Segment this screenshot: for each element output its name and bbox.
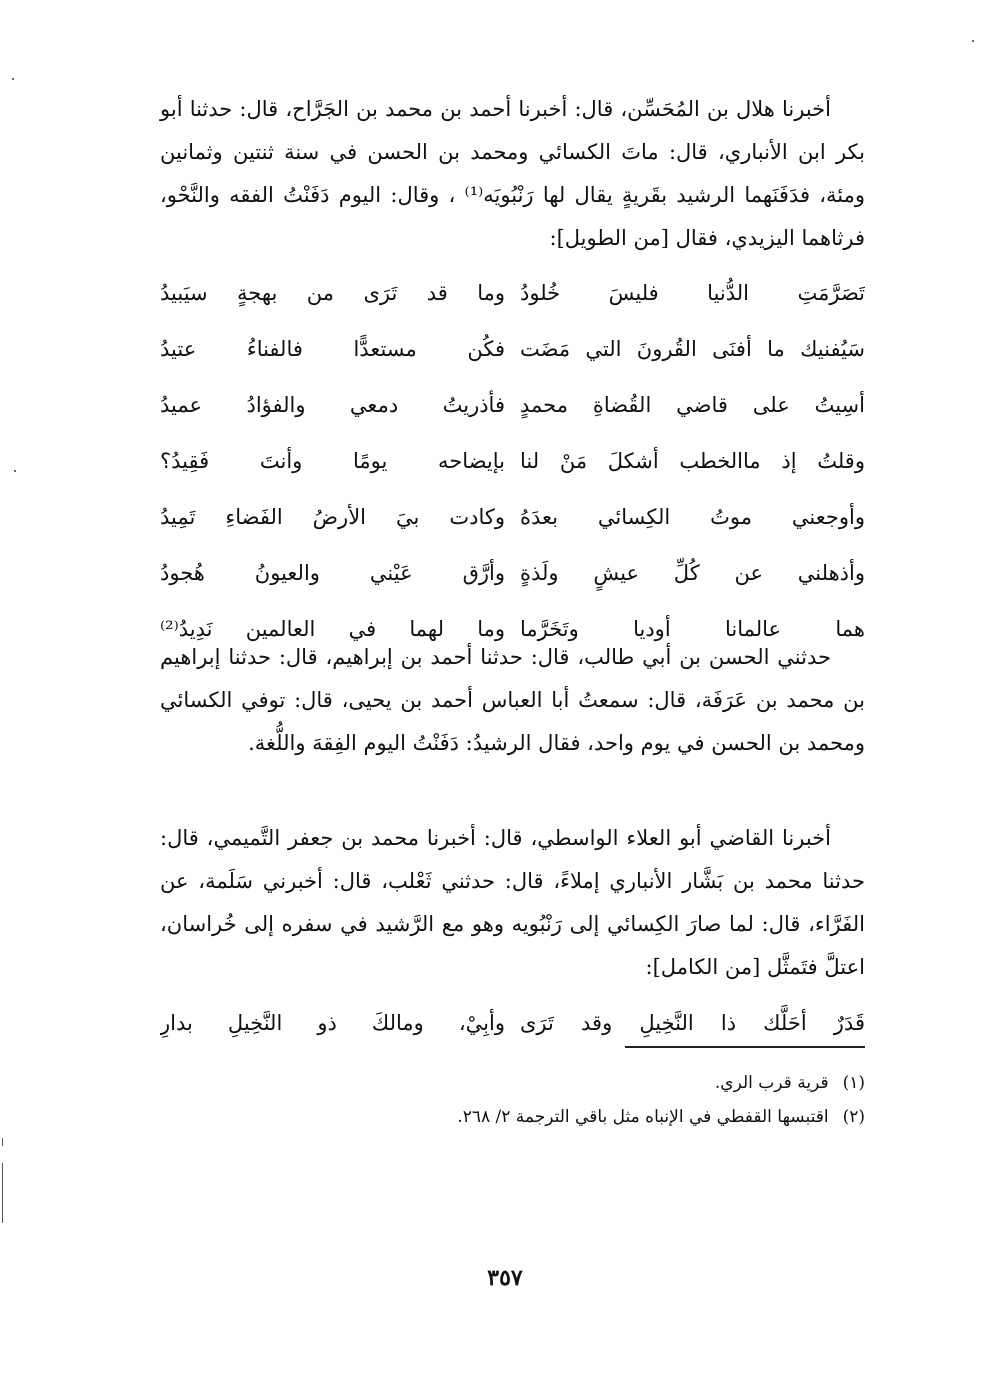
scan-artifact-dot bbox=[12, 78, 14, 80]
paragraph-text: أخبرنا هلال بن المُحَسِّن، قال: أخبرنا أحمد بن محمد بن الجَرَّاح، قال: حدثنا أبو بكر ابن الأنباري، قال: ماتَ الكسائي ومحمد بن الحسن في سنة ثنتين وثمانين ومئة، فدَفَنَهما الرشيد بقَريةٍ يقال لها رَنْبُويَه⁽¹⁾ ، وقال: اليوم دَفَنْتُ الفقه والنَّحْو، فرثاهما اليزيدي، فقال [من الطويل]: bbox=[160, 97, 865, 250]
verse-first-hemistich: وقلتُ إذ ماالخطب أشكلَ مَنْ لنا bbox=[520, 449, 865, 473]
poem-verse bbox=[160, 489, 865, 545]
scan-artifact-line bbox=[2, 1163, 3, 1223]
poem-verse bbox=[160, 545, 865, 601]
poem-kamil-verse bbox=[160, 995, 865, 1051]
verse-first-hemistich: وأوجعني موتُ الكِسائي بعدَهُ bbox=[520, 505, 865, 529]
verse-second-hemistich: وما لهما في العالمين نَدِيدُ⁽²⁾ bbox=[160, 617, 505, 641]
scan-artifact-dot bbox=[972, 40, 974, 42]
verse-second-hemistich: وأبِيْ، ومالكَ ذو النَّخِيلِ بدارِ bbox=[160, 1011, 505, 1035]
paragraph-text: أخبرنا القاضي أبو العلاء الواسطي، قال: أخبرنا محمد بن جعفر التَّميمي، قال: حدثنا محمد بن بَشَّار الأنباري إملاءً، قال: حدثني ثَعْلب، قال: أخبرني سَلَمة، عن الفَرَّاء، قال: لما صارَ الكِسائي إلى رَنْبُويه وهو مع الرَّشيد في سفره إلى خُراسان، اعتلَّ فتَمثَّل [من الكامل]: bbox=[160, 826, 865, 979]
verse-second-hemistich: وما قد تَرَى من بهجةٍ سيَبيدُ bbox=[160, 281, 505, 305]
footnote-text: اقتبسها القفطي في الإنباه مثل باقي الترجمة ٢/ ٢٦٨. bbox=[457, 1107, 829, 1127]
footnote-item bbox=[160, 1066, 865, 1100]
verse-second-hemistich: وأرَّق عَيْني والعيونُ هُجودُ bbox=[160, 561, 505, 585]
verse-second-hemistich: بإيضاحه يومًا وأنتَ فَقِيدُ؟ bbox=[160, 449, 505, 473]
poem-verse bbox=[160, 321, 865, 377]
paragraph-hilal-report bbox=[160, 88, 865, 260]
footnotes bbox=[160, 1066, 865, 1134]
footnote-separator bbox=[625, 1046, 865, 1048]
verse-second-hemistich: فأذريتُ دمعي والفؤادُ عميدُ bbox=[160, 393, 505, 417]
scan-artifact-line bbox=[2, 1138, 3, 1146]
paragraph-tha-lab-report bbox=[160, 636, 865, 765]
poem-verse bbox=[160, 265, 865, 321]
paragraph-text: حدثني الحسن بن أبي طالب، قال: حدثنا أحمد بن إبراهيم، قال: حدثنا إبراهيم بن محمد بن عَرَفَة، قال: سمعتُ أبا العباس أحمد بن يحيى، قال: توفي الكسائي ومحمد بن الحسن في يوم واحد، فقال الرشيدُ: دَفَنْتُ اليوم الفِقهَ واللُّغة. bbox=[160, 645, 865, 755]
verse-second-hemistich: وكادت بيَ الأرضُ الفَضاءِ تَمِيدُ bbox=[160, 505, 505, 529]
verse-first-hemistich: قَدَرٌ أحَلَّك ذا النَّخِيلِ وقد تَرَى bbox=[520, 1011, 865, 1035]
verse-first-hemistich: تَصَرَّمَتِ الدُّنيا فليسَ خُلودُ bbox=[520, 281, 865, 305]
footnote-item bbox=[160, 1100, 865, 1134]
verse-first-hemistich: أسِيتُ على قاضي القُضاةِ محمدٍ bbox=[520, 393, 865, 417]
poem-verse bbox=[160, 433, 865, 489]
paragraph-farra-report bbox=[160, 817, 865, 989]
scan-artifact-dot bbox=[14, 470, 16, 472]
poem-yazidi-elegy bbox=[160, 265, 865, 657]
footnote-text: قرية قرب الري. bbox=[714, 1073, 829, 1093]
poem-verse bbox=[160, 995, 865, 1051]
verse-first-hemistich: وأذهلني عن كُلِّ عيشٍ ولَذةٍ bbox=[520, 561, 865, 585]
verse-second-hemistich: فكُن مستعدًّا فالفناءُ عتيدُ bbox=[160, 337, 505, 361]
page-number: ٣٥٧ bbox=[487, 1265, 523, 1291]
verse-first-hemistich: سَيُفنيك ما أفنَى القُرونَ التي مَضَت bbox=[520, 337, 865, 361]
footnote-number: (٢) bbox=[842, 1107, 865, 1127]
poem-verse bbox=[160, 377, 865, 433]
footnote-number: (١) bbox=[842, 1073, 865, 1093]
verse-first-hemistich: هما عالمانا أوديا وتَخَرَّما bbox=[520, 617, 865, 641]
